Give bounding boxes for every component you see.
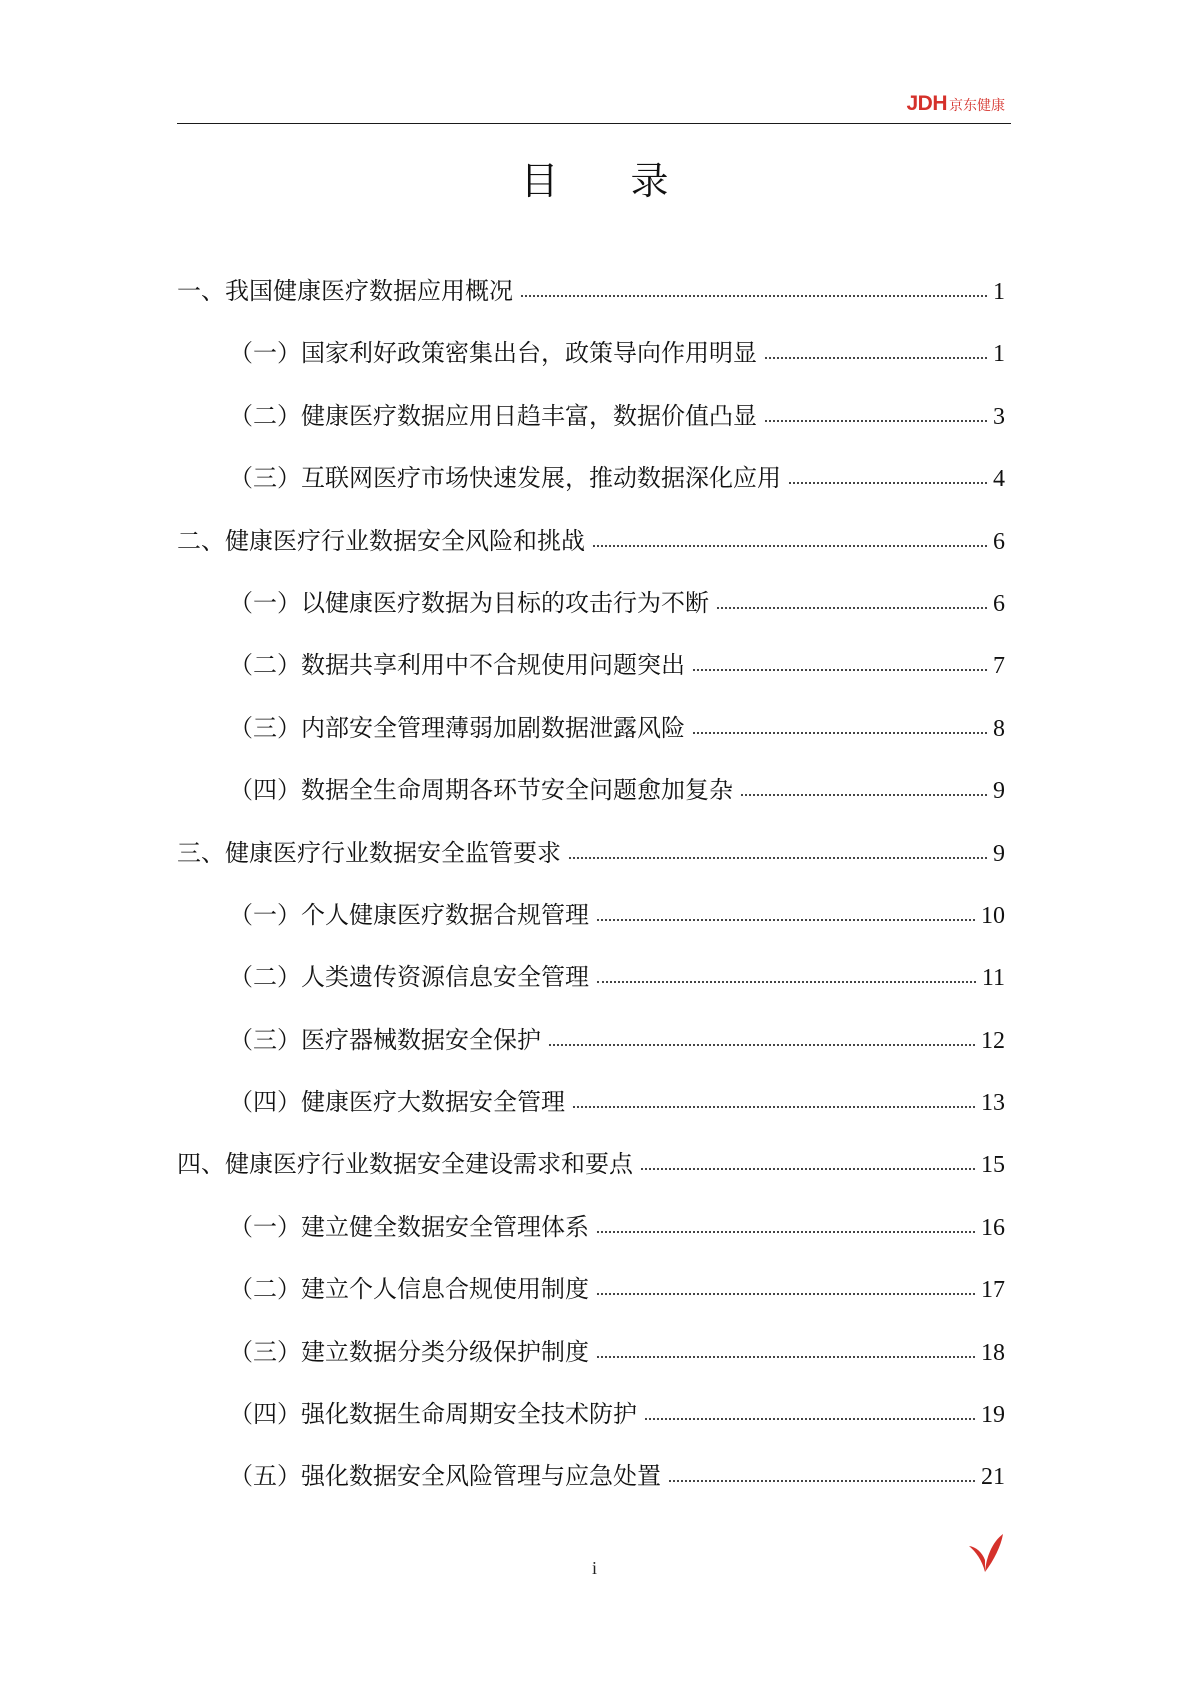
toc-entry-page: 19 (981, 1402, 1005, 1429)
toc-entry[interactable] (177, 1274, 1005, 1336)
toc-entry[interactable] (177, 1212, 1005, 1274)
toc-entry[interactable] (177, 526, 1005, 588)
toc-entry[interactable] (177, 838, 1005, 900)
toc-dot-leader (741, 794, 987, 796)
toc-entry-page: 11 (981, 965, 1005, 992)
toc-entry-page: 9 (993, 778, 1005, 805)
toc-entry[interactable] (177, 1399, 1005, 1461)
toc-entry[interactable] (177, 775, 1005, 837)
toc-entry-page: 18 (981, 1339, 1005, 1366)
toc-entry-page: 8 (993, 715, 1005, 742)
toc-dot-leader (597, 1231, 975, 1233)
toc-entry-label: （二）健康医疗数据应用日趋丰富，数据价值凸显 (229, 401, 757, 430)
toc-entry-page: 3 (993, 403, 1005, 430)
toc-entry-label: （二）人类遗传资源信息安全管理 (229, 963, 589, 992)
toc-dot-leader (549, 1044, 975, 1046)
toc-entry-label: 二、健康医疗行业数据安全风险和挑战 (177, 526, 585, 555)
page-title: 目 录 (520, 159, 699, 203)
logo-text: 京东健康 (949, 98, 1005, 114)
toc-entry-page: 10 (981, 902, 1005, 929)
toc-dot-leader (573, 1106, 975, 1108)
toc-entry-label: 三、健康医疗行业数据安全监管要求 (177, 838, 561, 867)
toc-entry-page: 13 (981, 1090, 1005, 1117)
toc-entry-label: （四）数据全生命周期各环节安全问题愈加复杂 (229, 776, 733, 805)
toc-entry[interactable] (177, 463, 1005, 525)
toc-dot-leader (765, 420, 987, 422)
table-of-contents (177, 276, 1005, 1524)
toc-dot-leader (597, 1356, 975, 1358)
toc-entry-label: （一）国家利好政策密集出台，政策导向作用明显 (229, 339, 757, 368)
toc-entry-label: （三）内部安全管理薄弱加剧数据泄露风险 (229, 713, 685, 742)
toc-entry-label: 四、健康医疗行业数据安全建设需求和要点 (177, 1150, 633, 1179)
toc-entry-page: 4 (993, 466, 1005, 493)
toc-dot-leader (521, 295, 987, 297)
jdh-logo (906, 92, 1005, 116)
toc-entry[interactable] (177, 1025, 1005, 1087)
toc-dot-leader (789, 482, 987, 484)
toc-entry[interactable] (177, 1087, 1005, 1149)
toc-entry-label: 一、我国健康医疗数据应用概况 (177, 277, 513, 305)
toc-dot-leader (593, 545, 987, 547)
toc-dot-leader (645, 1418, 975, 1420)
toc-entry-label: （二）数据共享利用中不合规使用问题突出 (229, 651, 685, 680)
toc-dot-leader (693, 732, 987, 734)
toc-entry-label: （一）建立健全数据安全管理体系 (229, 1212, 589, 1241)
toc-entry-label: （二）建立个人信息合规使用制度 (229, 1275, 589, 1304)
toc-entry-page: 12 (981, 1027, 1005, 1054)
toc-entry-page: 21 (981, 1464, 1005, 1491)
toc-dot-leader (669, 1480, 975, 1482)
toc-entry[interactable] (177, 276, 1005, 338)
toc-dot-leader (597, 919, 975, 921)
toc-entry-label: （三）医疗器械数据安全保护 (229, 1025, 541, 1054)
toc-entry[interactable] (177, 401, 1005, 463)
toc-entry-page: 16 (981, 1214, 1005, 1241)
toc-dot-leader (597, 1293, 975, 1295)
toc-dot-leader (765, 357, 987, 359)
toc-dot-leader (569, 857, 987, 859)
toc-entry-page: 6 (993, 590, 1005, 617)
toc-dot-leader (641, 1168, 975, 1170)
toc-entry-page: 6 (993, 528, 1005, 555)
toc-dot-leader (597, 981, 976, 983)
toc-entry[interactable] (177, 713, 1005, 775)
page-number: i (591, 1558, 597, 1578)
toc-entry[interactable] (177, 1149, 1005, 1211)
logo-mark: JDH (906, 92, 947, 115)
toc-entry[interactable] (177, 1337, 1005, 1399)
toc-entry-label: （三）互联网医疗市场快速发展，推动数据深化应用 (229, 464, 781, 493)
toc-entry-page: 15 (981, 1152, 1005, 1179)
toc-entry-label: （一）以健康医疗数据为目标的攻击行为不断 (229, 588, 709, 617)
toc-dot-leader (717, 607, 987, 609)
toc-entry-page: 1 (993, 279, 1005, 305)
toc-entry-label: （五）强化数据安全风险管理与应急处置 (229, 1462, 661, 1491)
toc-entry[interactable] (177, 962, 1005, 1024)
toc-entry-label: （三）建立数据分类分级保护制度 (229, 1337, 589, 1366)
toc-entry-page: 9 (993, 840, 1005, 867)
toc-entry[interactable] (177, 588, 1005, 650)
toc-entry-page: 7 (993, 653, 1005, 680)
toc-entry-label: （四）强化数据生命周期安全技术防护 (229, 1400, 637, 1429)
toc-dot-leader (693, 669, 987, 671)
toc-entry[interactable] (177, 650, 1005, 712)
toc-entry[interactable] (177, 1461, 1005, 1523)
toc-entry-page: 1 (993, 341, 1005, 368)
toc-entry-label: （一）个人健康医疗数据合规管理 (229, 900, 589, 929)
header-rule (177, 123, 1011, 124)
toc-entry[interactable] (177, 900, 1005, 962)
toc-entry-page: 17 (981, 1277, 1005, 1304)
toc-entry[interactable] (177, 338, 1005, 400)
leaf-logo-icon (968, 1530, 1004, 1574)
toc-entry-label: （四）健康医疗大数据安全管理 (229, 1088, 565, 1117)
